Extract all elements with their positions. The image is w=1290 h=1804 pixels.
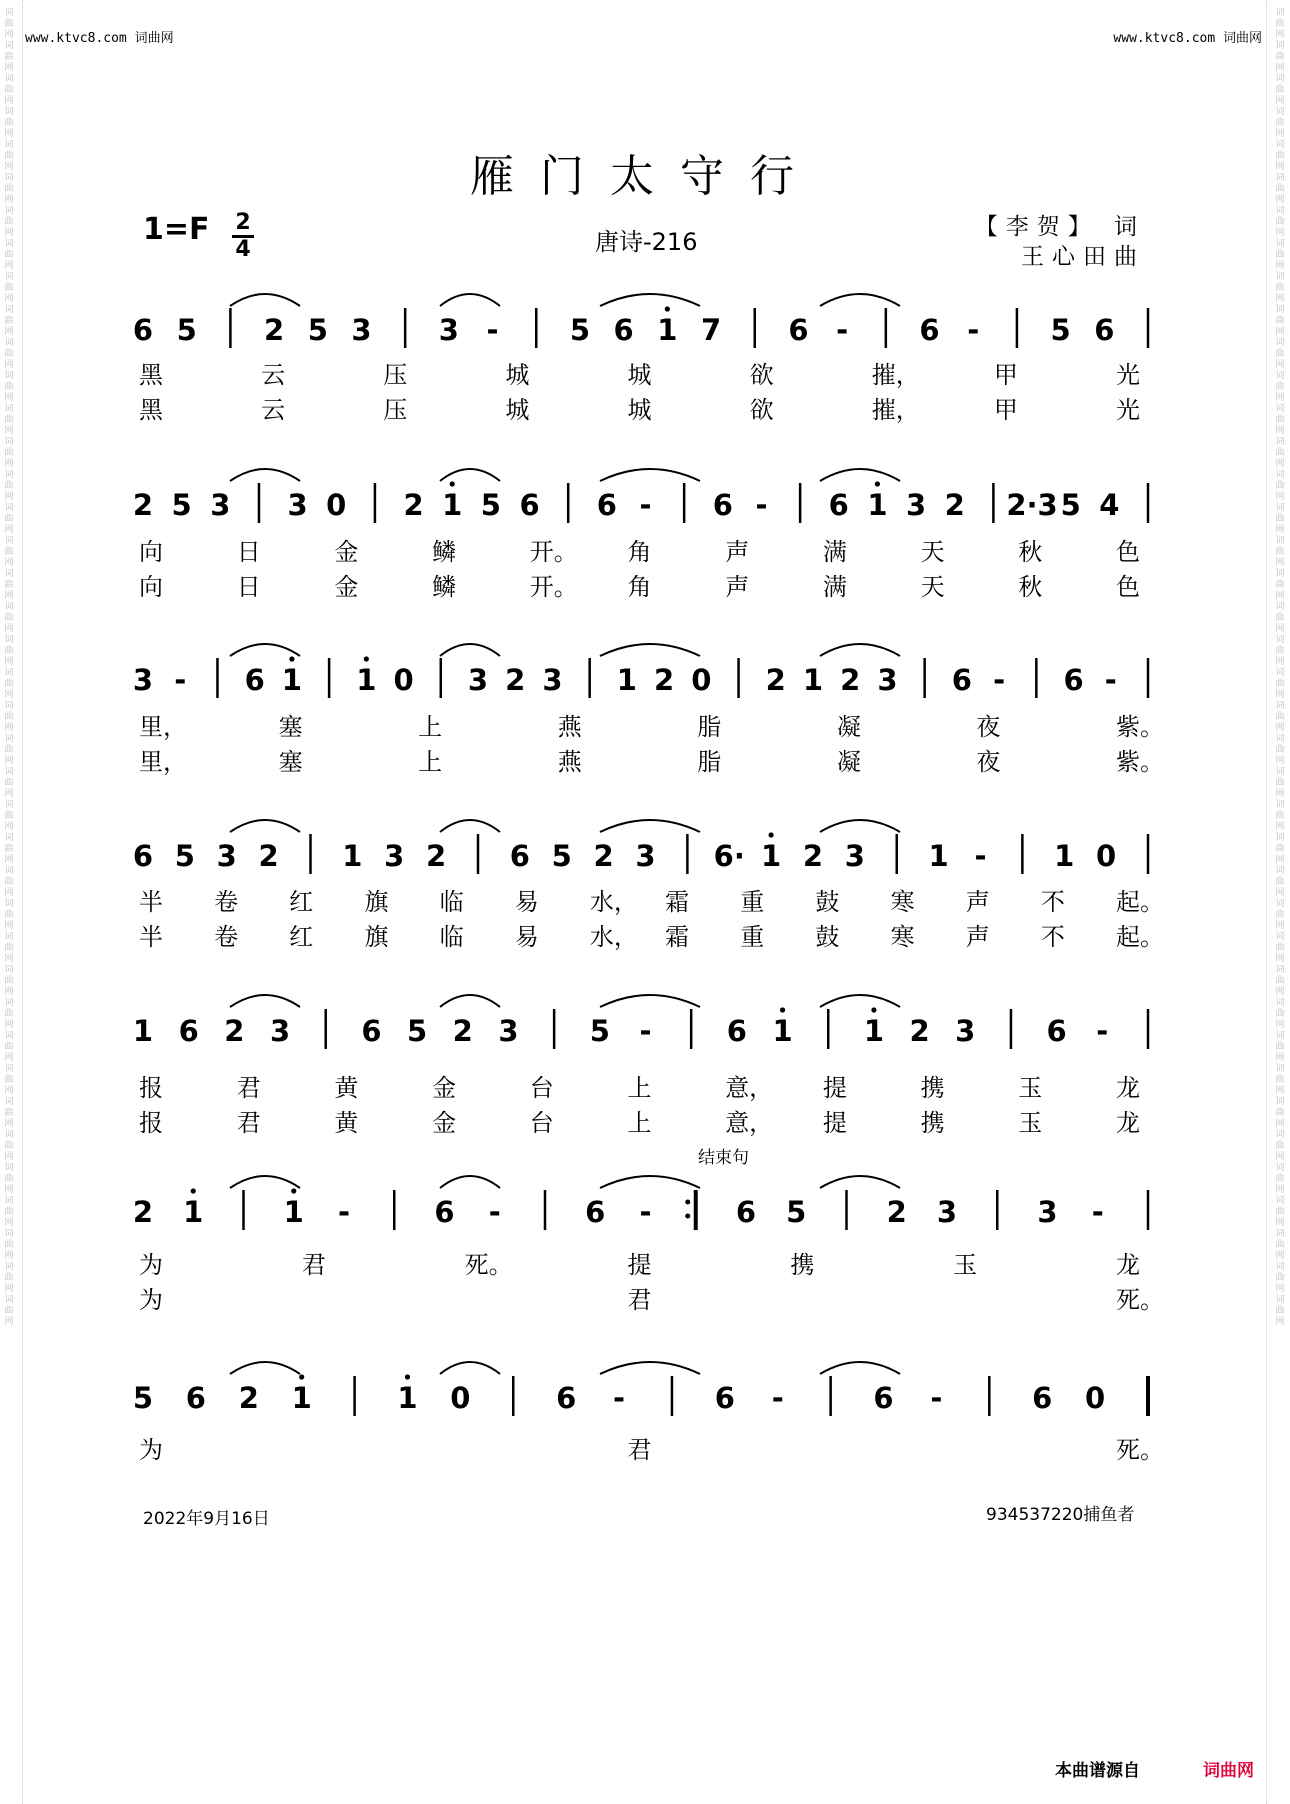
lyric-syllable: 提 (627, 1251, 652, 1279)
note: 5 (171, 488, 192, 522)
note: 0 (393, 663, 414, 697)
note: - (974, 839, 987, 873)
lyric-syllable: 里， (139, 713, 187, 741)
note: - (486, 313, 499, 347)
note: 1 (867, 488, 888, 522)
note: 3 (351, 313, 372, 347)
lyric-syllable: 云 (261, 396, 286, 424)
note: 3 (132, 663, 154, 697)
note: 5 (569, 313, 591, 347)
note: 6 (132, 313, 154, 347)
lyric-syllable: 黑 (139, 396, 163, 424)
lyric-syllable: 金 (432, 1074, 457, 1102)
lyric-syllable: 脂 (697, 748, 722, 776)
note: 1 (283, 1195, 304, 1229)
note: 5 (480, 488, 501, 522)
note: 6 (361, 1014, 382, 1048)
lyric-syllable: 为 (139, 1251, 163, 1279)
lyric-syllable: 开。 (529, 538, 578, 566)
note: 0 (450, 1381, 471, 1415)
lyric-syllable: 意， (725, 1109, 774, 1137)
lyric-syllable: 摧， (871, 361, 920, 389)
song-title: 雁门太守行 (470, 151, 820, 202)
lyric-syllable: 声 (725, 573, 750, 601)
slur (600, 294, 700, 306)
lyric-syllable: 塞 (278, 748, 303, 776)
note: 6 (712, 488, 733, 522)
note: 2 (224, 1014, 245, 1048)
note: - (639, 488, 652, 522)
lyric-syllable: 龙 (1116, 1251, 1140, 1279)
composer-credit: 王心田曲 (1021, 244, 1145, 270)
lyric-syllable: 鳞 (432, 573, 457, 601)
note: 1 (442, 488, 463, 522)
lyric-syllable: 半 (139, 923, 163, 951)
note: 6 (596, 488, 617, 522)
note: 6 (244, 663, 265, 697)
octave-dot (875, 481, 880, 486)
lyric-syllable: 城 (505, 396, 530, 424)
note: - (639, 1195, 652, 1229)
slur (820, 469, 900, 481)
lyric-syllable: 云 (261, 361, 286, 389)
lyric-syllable: 龙 (1116, 1109, 1140, 1137)
note: 1 (281, 663, 302, 697)
lyric-syllable: 黄 (334, 1109, 359, 1137)
lyric-syllable: 玉 (1018, 1074, 1043, 1102)
octave-dot (299, 1374, 304, 1379)
note: 5 (307, 313, 328, 347)
octave-dot (665, 306, 670, 311)
slur (440, 1362, 500, 1374)
note: - (755, 488, 768, 522)
lyric-syllable: 临 (439, 923, 464, 951)
lyric-syllable: 提 (822, 1109, 847, 1137)
left-side-watermark: 词曲网词曲网词曲网词曲网词曲网词曲网词曲网词曲网词曲网词曲网词曲网词曲网词曲网词曲网词曲网词曲网词曲网词曲网词曲网词曲网词曲网词曲网词曲网词曲网词曲网词曲网词曲网词曲网词曲网词曲网词曲网词曲网词曲网词曲网词曲网词曲网词曲网词曲网词曲网词曲网 (4, 8, 14, 1327)
note: 2 (765, 663, 786, 697)
lyric-syllable: 燕 (557, 713, 582, 741)
lyric-syllable: 凝 (836, 748, 861, 776)
lyric-syllable: 君 (627, 1436, 652, 1464)
note: 2 (505, 663, 526, 697)
lyric-syllable: 凝 (836, 713, 861, 741)
note: 3 (384, 839, 405, 873)
lyric-syllable: 城 (627, 361, 652, 389)
note: 2 (426, 839, 447, 873)
slur (440, 644, 500, 656)
note: 6 (714, 1381, 735, 1415)
note: - (1096, 1014, 1109, 1048)
lyric-syllable: 水， (589, 923, 638, 951)
note: 5 (786, 1195, 807, 1229)
octave-dot (780, 1007, 785, 1012)
note: 0 (691, 663, 712, 697)
lyricist-credit: 【李贺】 词 (974, 214, 1145, 240)
octave-dot (191, 1188, 196, 1193)
note: 1 (132, 1014, 154, 1048)
lyric-syllable: 重 (740, 888, 765, 916)
lyric-syllable: 秋 (1018, 573, 1043, 601)
slur (600, 469, 700, 481)
note: 3 (438, 313, 459, 347)
time-signature-bottom: 4 (235, 237, 251, 262)
octave-dot (769, 832, 774, 837)
note: 6 (726, 1014, 747, 1048)
lyric-syllable: 欲 (749, 361, 774, 389)
lyric-syllable: 甲 (993, 361, 1018, 389)
lyric-syllable: 天 (920, 573, 945, 601)
lyric-syllable: 旗 (364, 923, 389, 951)
lyric-syllable: 君 (236, 1074, 261, 1102)
lyric-syllable: 色 (1116, 538, 1140, 566)
lyric-syllable: 为 (139, 1286, 163, 1314)
lyric-syllable: 声 (965, 923, 990, 951)
lyric-syllable: 摧， (871, 396, 920, 424)
slur (600, 995, 700, 1007)
slur (440, 294, 500, 306)
lyric-syllable: 开。 (529, 573, 578, 601)
lyric-syllable: 玉 (1018, 1109, 1043, 1137)
note: 2 (886, 1195, 907, 1229)
lyric-syllable: 黑 (139, 361, 163, 389)
lyric-syllable: 日 (236, 573, 261, 601)
lyric-syllable: 死。 (464, 1251, 513, 1279)
note: 3 (210, 488, 231, 522)
lyric-syllable: 城 (627, 396, 652, 424)
lyric-syllable: 色 (1116, 573, 1140, 601)
lyric-syllable: 红 (289, 923, 314, 951)
note: 3 (877, 663, 898, 697)
note: 5 (174, 839, 195, 873)
slur (230, 294, 300, 306)
lyric-syllable: 满 (822, 538, 847, 566)
lyric-syllable: 台 (529, 1074, 554, 1102)
slur (600, 1362, 700, 1374)
slur (230, 820, 300, 832)
note: 2·3 (1006, 488, 1058, 522)
watermark-right: www.ktvc8.com 词曲网 (1113, 31, 1262, 46)
lyric-syllable: 声 (725, 538, 750, 566)
slur (820, 820, 900, 832)
note: 6 (519, 488, 540, 522)
note: - (967, 313, 980, 347)
lyric-syllable: 声 (965, 888, 990, 916)
note: 6 (788, 313, 809, 347)
note: 6 (1046, 1014, 1067, 1048)
octave-dot (450, 481, 455, 486)
lyric-syllable: 易 (514, 888, 539, 916)
note: 5 (176, 313, 197, 347)
date: 2022年9月16日 (143, 1509, 270, 1529)
note: 1 (802, 663, 824, 697)
lyric-syllable: 上 (418, 713, 443, 741)
note: 3 (287, 488, 308, 522)
lyric-syllable: 城 (505, 361, 530, 389)
lyric-syllable: 上 (627, 1109, 652, 1137)
note: 6 (951, 663, 972, 697)
lyric-syllable: 金 (334, 573, 359, 601)
lyric-syllable: 寒 (890, 888, 915, 916)
note: 3 (1037, 1195, 1058, 1229)
note: 2 (132, 1195, 154, 1229)
note: 6 (178, 1014, 199, 1048)
slur (440, 995, 500, 1007)
lyric-syllable: 水， (589, 888, 638, 916)
lyric-syllable: 脂 (697, 713, 722, 741)
note: 5 (1060, 488, 1081, 522)
slur (600, 820, 700, 832)
lyric-syllable: 不 (1040, 888, 1065, 916)
lyric-syllable: 玉 (953, 1251, 978, 1279)
lyric-syllable: 寒 (890, 923, 915, 951)
lyric-syllable: 临 (439, 888, 464, 916)
lyric-syllable: 提 (822, 1074, 847, 1102)
slur (440, 820, 500, 832)
note: 6 (873, 1381, 894, 1415)
lyric-syllable: 携 (920, 1109, 945, 1137)
author: 934537220捕鱼者 (986, 1505, 1135, 1525)
note: 1 (657, 313, 678, 347)
note: 2 (403, 488, 424, 522)
lyric-syllable: 台 (529, 1109, 554, 1137)
lyric-syllable: 携 (790, 1251, 815, 1279)
lyric-syllable: 死。 (1116, 1436, 1164, 1464)
octave-dot (289, 656, 294, 661)
slur (230, 995, 300, 1007)
lyric-syllable: 红 (289, 888, 314, 916)
note: 6 (1063, 663, 1084, 697)
right-side-watermark: 词曲网词曲网词曲网词曲网词曲网词曲网词曲网词曲网词曲网词曲网词曲网词曲网词曲网词曲网词曲网词曲网词曲网词曲网词曲网词曲网词曲网词曲网词曲网词曲网词曲网词曲网词曲网词曲网词曲网词曲网词曲网词曲网词曲网词曲网词曲网词曲网词曲网词曲网词曲网词曲网 (1275, 8, 1285, 1327)
note: 5 (589, 1014, 610, 1048)
lyric-syllable: 上 (627, 1074, 652, 1102)
note: 0 (1096, 839, 1117, 873)
octave-dot (871, 1007, 876, 1012)
lyric-syllable: 紫。 (1116, 713, 1164, 741)
lyric-syllable: 日 (236, 538, 261, 566)
lyric-syllable: 天 (920, 538, 945, 566)
note: - (1104, 663, 1117, 697)
source-site-link[interactable]: 词曲网 (1203, 1761, 1254, 1781)
ending-phrase-marker: 结束句 (698, 1148, 749, 1168)
note: - (993, 663, 1006, 697)
lyric-syllable: 半 (139, 888, 163, 916)
slur (820, 1176, 900, 1188)
note: 2 (593, 839, 614, 873)
lyric-syllable: 报 (139, 1074, 163, 1102)
note: 3 (467, 663, 489, 697)
slur (600, 644, 700, 656)
octave-dot (364, 656, 369, 661)
note: 2 (840, 663, 861, 697)
lyric-syllable: 易 (514, 923, 539, 951)
note: 5 (1050, 313, 1071, 347)
note: - (639, 1014, 652, 1048)
slur (230, 1176, 300, 1188)
note: 1 (928, 839, 949, 873)
lyric-syllable: 燕 (557, 748, 582, 776)
note: 6 (132, 839, 154, 873)
note: - (174, 663, 187, 697)
note: 6 (613, 313, 634, 347)
lyric-syllable: 夜 (976, 748, 1001, 776)
note: 3 (216, 839, 237, 873)
note: 1 (616, 663, 637, 697)
note: 3 (269, 1014, 291, 1048)
lyric-syllable: 秋 (1018, 538, 1043, 566)
note: 1 (1054, 839, 1075, 873)
note: 2 (909, 1014, 930, 1048)
slur (820, 995, 900, 1007)
time-signature-top: 2 (235, 210, 251, 235)
note: 6 (434, 1195, 455, 1229)
lyric-syllable: 欲 (749, 396, 774, 424)
note: 1 (397, 1381, 418, 1415)
note: 6 (1094, 313, 1115, 347)
lyric-syllable: 霜 (665, 888, 690, 916)
lyric-syllable: 死。 (1116, 1286, 1164, 1314)
note: 3 (542, 663, 563, 697)
lyric-syllable: 君 (236, 1109, 261, 1137)
note: - (1091, 1195, 1104, 1229)
lyric-syllable: 满 (822, 573, 847, 601)
note: 6 (919, 313, 940, 347)
lyric-syllable: 鼓 (815, 923, 840, 951)
lyric-syllable: 君 (301, 1251, 326, 1279)
note: 5 (132, 1381, 154, 1415)
note: 1 (291, 1381, 312, 1415)
slur (820, 1362, 900, 1374)
note: 3 (905, 488, 927, 522)
subtitle: 唐诗-216 (595, 228, 698, 256)
lyric-syllable: 向 (139, 573, 163, 601)
lyric-syllable: 鼓 (815, 888, 840, 916)
slur (440, 469, 500, 481)
note: 6 (735, 1195, 757, 1229)
watermark-left: www.ktvc8.com 词曲网 (25, 31, 174, 46)
key-signature: 1=F (143, 212, 210, 247)
note: 1 (356, 663, 377, 697)
note: 4 (1099, 488, 1120, 522)
note: 5 (551, 839, 572, 873)
note: - (771, 1381, 784, 1415)
note: 3 (844, 839, 865, 873)
note: 6 (1032, 1381, 1053, 1415)
note: 3 (498, 1014, 519, 1048)
note: 1 (342, 839, 363, 873)
note: 1 (761, 839, 782, 873)
lyric-syllable: 霜 (665, 923, 690, 951)
slur (230, 469, 300, 481)
slur (230, 1362, 300, 1374)
lyric-syllable: 光 (1116, 361, 1140, 389)
lyric-syllable: 为 (139, 1436, 163, 1464)
note: 0 (326, 488, 347, 522)
note: 2 (452, 1014, 473, 1048)
note: 3 (955, 1014, 976, 1048)
lyric-syllable: 重 (740, 923, 765, 951)
source-label: 本曲谱源自 (1055, 1761, 1140, 1781)
lyric-syllable: 向 (139, 538, 163, 566)
lyric-syllable: 金 (432, 1109, 457, 1137)
note: 2 (802, 839, 824, 873)
octave-dot (405, 1374, 410, 1379)
note: 1 (863, 1014, 885, 1048)
repeat-dot (685, 1200, 690, 1205)
lyric-syllable: 光 (1116, 396, 1140, 424)
repeat-dot (685, 1214, 690, 1219)
lyric-syllable: 意， (725, 1074, 774, 1102)
note: 7 (700, 313, 722, 347)
lyric-syllable: 紫。 (1116, 748, 1164, 776)
lyric-syllable: 不 (1040, 923, 1065, 951)
lyric-syllable: 旗 (364, 888, 389, 916)
note: - (337, 1195, 351, 1229)
note: 3 (936, 1195, 958, 1229)
note: 1 (772, 1014, 793, 1048)
octave-dot (291, 1188, 296, 1193)
lyric-syllable: 角 (627, 573, 652, 601)
lyric-syllable: 黄 (334, 1074, 359, 1102)
note: 2 (944, 488, 965, 522)
lyric-syllable: 君 (627, 1286, 652, 1314)
lyric-syllable: 鳞 (432, 538, 457, 566)
note: 2 (263, 313, 285, 347)
lyric-syllable: 起。 (1116, 923, 1164, 951)
lyric-syllable: 报 (139, 1109, 163, 1137)
lyric-syllable: 角 (627, 538, 652, 566)
slur (440, 1176, 500, 1188)
lyric-syllable: 上 (418, 748, 443, 776)
note: 6 (585, 1195, 606, 1229)
slur (820, 294, 900, 306)
lyric-syllable: 夜 (976, 713, 1001, 741)
lyric-syllable: 龙 (1116, 1074, 1140, 1102)
lyric-syllable: 携 (920, 1074, 945, 1102)
lyric-syllable: 压 (383, 396, 408, 424)
note: 6· (713, 839, 745, 873)
lyric-syllable: 压 (383, 361, 408, 389)
lyric-syllable: 卷 (214, 888, 239, 916)
lyric-syllable: 起。 (1116, 888, 1164, 916)
slur (230, 644, 300, 656)
lyric-syllable: 卷 (214, 923, 239, 951)
note: 3 (635, 839, 656, 873)
note: 6 (556, 1381, 577, 1415)
lyric-syllable: 塞 (278, 713, 303, 741)
slur (820, 644, 900, 656)
note: 2 (238, 1381, 259, 1415)
note: - (613, 1381, 626, 1415)
note: 2 (654, 663, 675, 697)
note: - (836, 313, 849, 347)
note: - (930, 1381, 943, 1415)
note: 5 (406, 1014, 428, 1048)
note: - (488, 1195, 501, 1229)
note: 2 (258, 839, 279, 873)
lyric-syllable: 金 (334, 538, 359, 566)
note: 6 (185, 1381, 206, 1415)
note: 0 (1085, 1381, 1106, 1415)
lyric-syllable: 甲 (993, 396, 1018, 424)
note: 1 (183, 1195, 204, 1229)
note: 2 (132, 488, 154, 522)
note: 6 (828, 488, 849, 522)
note: 6 (509, 839, 530, 873)
slur (600, 1176, 700, 1188)
lyric-syllable: 里， (139, 748, 187, 776)
